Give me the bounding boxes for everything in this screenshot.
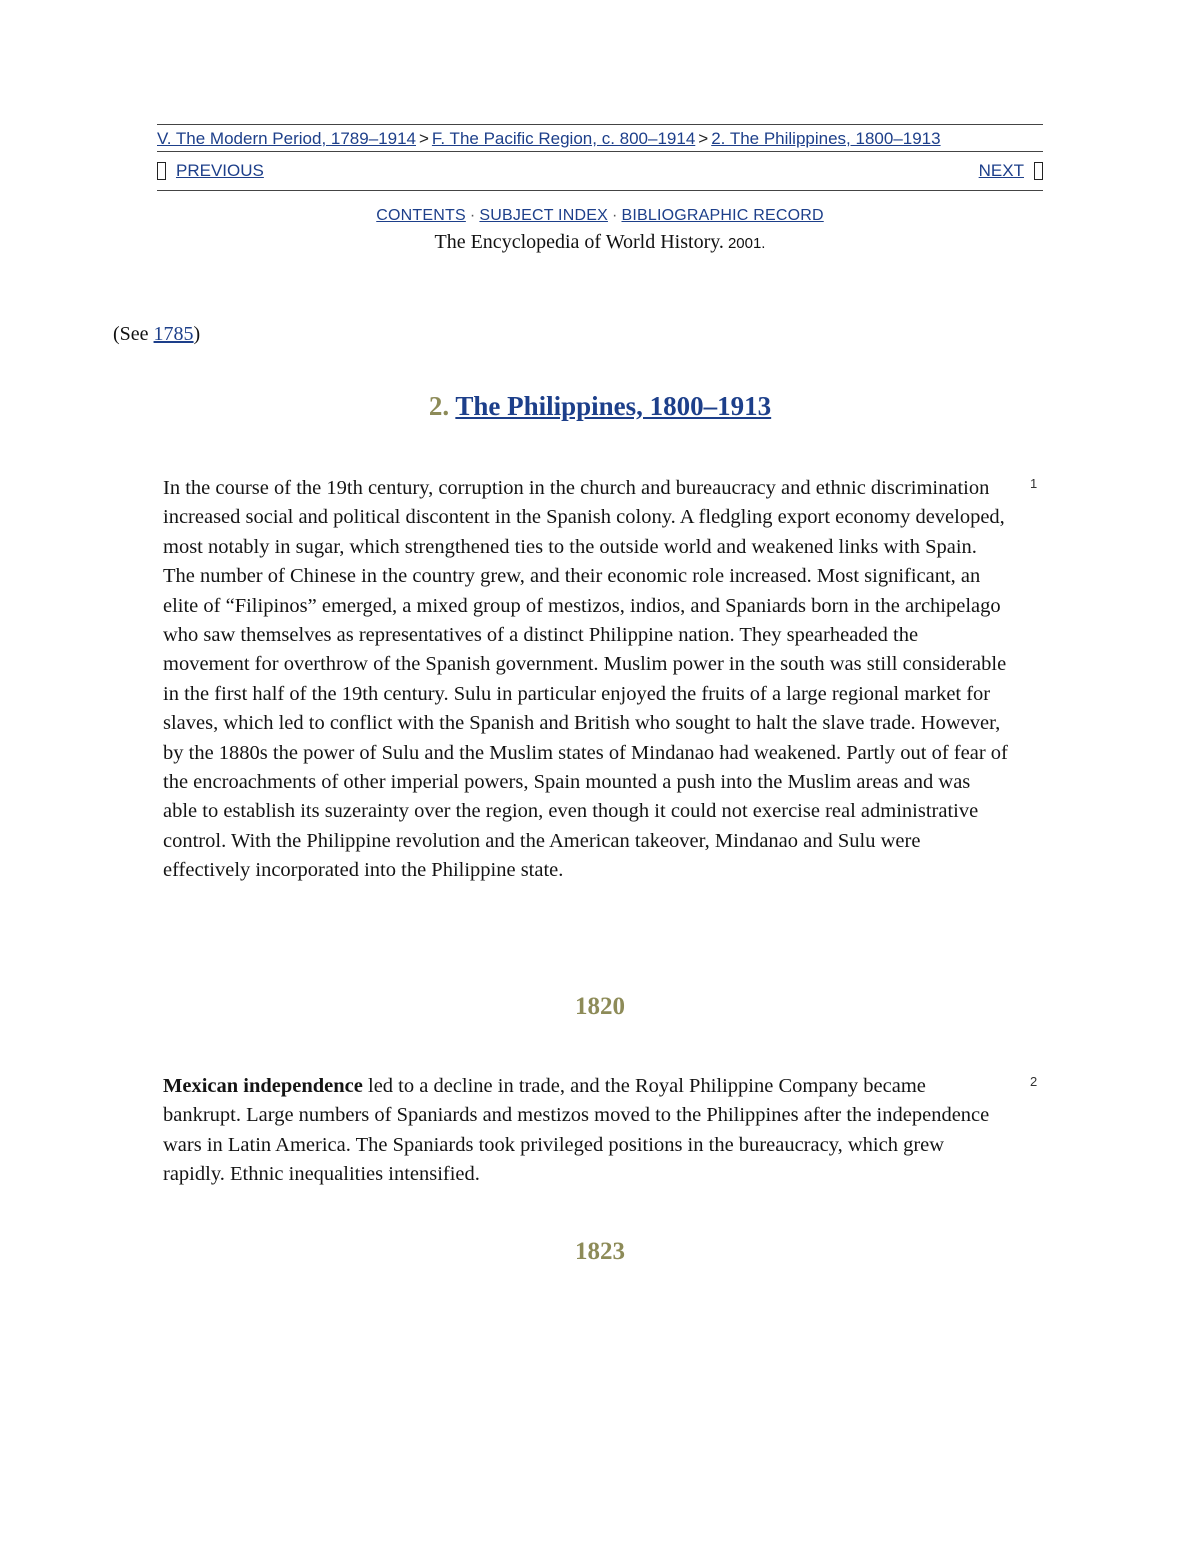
breadcrumb-separator: >: [698, 129, 709, 148]
see-1785-link[interactable]: 1785: [153, 323, 194, 345]
previous-arrow-icon[interactable]: [157, 162, 166, 180]
paragraph-number: 1: [1030, 476, 1038, 491]
section-number: 2.: [428, 391, 450, 421]
see-reference: [113, 323, 200, 346]
top-links: [157, 207, 1043, 225]
citation-title: The Encyclopedia of World History.: [434, 231, 724, 253]
paragraph-number: 2: [1030, 1074, 1038, 1089]
breadcrumb-link-modern-period[interactable]: V. The Modern Period, 1789–1914: [157, 129, 416, 148]
subject-index-link[interactable]: SUBJECT INDEX: [479, 207, 608, 224]
pagination-nav: [157, 152, 1043, 190]
next-arrow-icon[interactable]: [1034, 162, 1043, 180]
section-heading: [0, 391, 1200, 422]
breadcrumb-link-pacific-region[interactable]: F. The Pacific Region, c. 800–1914: [431, 129, 696, 148]
breadcrumb: [157, 125, 1043, 151]
citation: [157, 231, 1043, 254]
citation-year: 2001.: [727, 235, 766, 252]
next-nav: [979, 161, 1043, 181]
see-suffix: ): [193, 323, 201, 345]
contents-link[interactable]: CONTENTS: [376, 207, 466, 224]
paragraph-1: [163, 474, 1008, 886]
year-heading-1823: 1823: [575, 1238, 625, 1265]
paragraph-text: led to a decline in trade, and the Royal Philippine Company became bankrupt. Large numbers of Spaniards and mestizos moved to the Philippines after the independence wars in Latin America. The Spaniards took privileged positions in the bureaucracy, which grew rapidly. Ethnic inequalities intensified.: [163, 1075, 990, 1186]
breadcrumb-separator: >: [418, 129, 429, 148]
previous-nav: [157, 161, 264, 181]
bibliographic-record-link[interactable]: BIBLIOGRAPHIC RECORD: [621, 207, 824, 224]
see-prefix: (See: [113, 323, 154, 345]
previous-link[interactable]: PREVIOUS: [176, 161, 264, 180]
link-separator: ·: [469, 207, 476, 224]
document-header: [157, 124, 1043, 254]
breadcrumb-link-philippines[interactable]: 2. The Philippines, 1800–1913: [711, 129, 941, 148]
year-heading-1820: 1820: [575, 993, 625, 1020]
section-title-link[interactable]: The Philippines, 1800–1913: [455, 391, 772, 421]
next-link[interactable]: NEXT: [978, 161, 1024, 180]
paragraph-2: [163, 1072, 1008, 1190]
bottom-rule: [157, 190, 1043, 191]
link-separator: ·: [611, 207, 618, 224]
paragraph-text: In the course of the 19th century, corruption in the church and bureaucracy and ethnic discrimination increased social and political discontent in the Spanish colony. A fledgling export economy developed, most notably in sugar, which strengthened ties to the outside world and weakened links with Spain. The number of Chinese in the country grew, and their economic role increased. Most significant, an elite of “Filipinos” emerged, a mixed group of mestizos, indios, and Spaniards born in the archipelago who saw themselves as representatives of a distinct Philippine nation. They spearheaded the movement for overthrow of the Spanish government. Muslim power in the south was still considerable in the first half of the 19th century. Sulu in particular enjoyed the fruits of a large regional market for slaves, which led to conflict with the Spanish and British who sought to halt the slave trade. However, by the 1880s the power of Sulu and the Muslim states of Mindanao had weakened. Partly out of fear of the encroachments of other imperial powers, Spain mounted a push into the Muslim areas and was able to establish its suzerainty over the region, even though it could not exercise real administrative control. With the Philippine revolution and the American takeover, Mindanao and Sulu were effectively incorporated into the Philippine state.: [163, 477, 1008, 882]
paragraph-bold-lead: Mexican independence: [163, 1075, 363, 1097]
